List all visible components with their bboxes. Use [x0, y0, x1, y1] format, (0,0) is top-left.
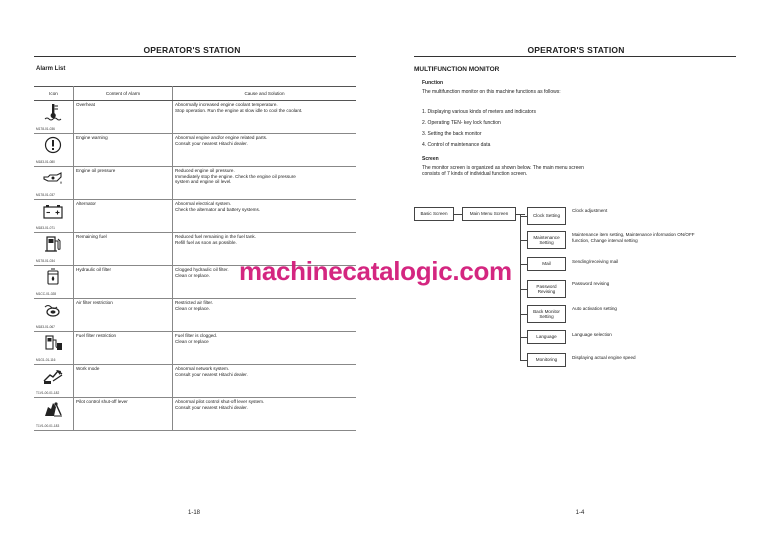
alarm-solution — [173, 365, 357, 398]
section-title: MULTIFUNCTION MONITOR — [414, 66, 500, 73]
alarm-icon-cell — [34, 134, 74, 167]
air-filter-icon — [42, 301, 64, 319]
alarm-solution — [173, 200, 357, 233]
alarm-solution-line: Restricted air filter. — [175, 300, 214, 305]
alarm-icon-cell — [34, 365, 74, 398]
function-item-2: 2. Operating TEN- key lock function — [422, 120, 501, 126]
alarm-icon-box — [36, 135, 71, 165]
alarm-solution-line: Reduced engine oil pressure. — [175, 168, 235, 173]
work-mode-icon — [42, 367, 64, 385]
flow-connector — [520, 216, 527, 217]
flow-connector — [520, 337, 527, 338]
battery-icon — [42, 202, 64, 220]
alarm-icon-box — [36, 102, 71, 132]
alarm-content: Pilot control shut-off lever — [74, 398, 173, 431]
alarm-solution-line: Abnormal electrical system. — [175, 201, 232, 206]
alarm-content: Engine warning — [74, 134, 173, 167]
header-rule — [414, 56, 736, 57]
watermark: machinecatalogic.com — [239, 256, 512, 286]
alarm-solution-line: Consult your nearest Hitachi dealer. — [175, 140, 248, 146]
hydraulic-filter-icon — [42, 268, 64, 286]
flow-item-description: Auto activation setting — [572, 306, 617, 311]
fuel-filter-icon — [42, 334, 64, 352]
alarm-icon-cell — [34, 200, 74, 233]
flow-main-menu: Main Menu Screen — [462, 207, 516, 221]
flow-connector — [454, 214, 462, 215]
alarm-solution-line: Reduced fuel remaining in the fuel tank. — [175, 234, 256, 239]
column-header-content: Content of Alarm — [74, 87, 173, 101]
alarm-solution-line: Stop operation. Run the engine at slow idle to cool the coolant. — [175, 107, 303, 113]
function-intro: The multifunction monitor on this machine functions as follows: — [422, 89, 561, 95]
alarm-icon-box — [36, 333, 71, 363]
flow-connector — [520, 289, 527, 290]
alarm-icon-cell — [34, 233, 74, 266]
flow-item-description: Maintenance item setting, Maintenance information ON/OFF function, Change interval setting — [572, 232, 695, 243]
fuel-pump-icon — [42, 235, 64, 253]
alarm-icon-code: M183-01-071 — [36, 226, 55, 231]
column-header-solution: Cause and Solution — [173, 87, 357, 101]
alarm-icon-code: T1V1-00-01-183 — [36, 424, 60, 429]
function-item-3: 3. Setting the back monitor — [422, 131, 482, 137]
alarm-content: Work mode — [74, 365, 173, 398]
alarm-content: Overheat — [74, 101, 173, 134]
alarm-solution-line: Abnormal pilot control shut-off lever system. — [175, 399, 265, 404]
alarm-solution — [173, 332, 357, 365]
page-header: OPERATOR'S STATION — [527, 45, 625, 55]
function-item-1: 1. Displaying various kinds of meters and indicators — [422, 109, 536, 115]
alarm-icon-box — [36, 300, 71, 330]
alarm-row — [34, 101, 356, 134]
table-header-row — [34, 87, 356, 101]
alarm-icon-box — [36, 234, 71, 264]
flow-basic-screen: Basic Screen — [414, 207, 454, 221]
page-header: OPERATOR'S STATION — [143, 45, 241, 55]
alarm-solution-line: Abnormally increased engine coolant temperature. — [175, 102, 278, 107]
alarm-solution — [173, 134, 357, 167]
alarm-solution — [173, 167, 357, 200]
column-header-icon: Icon — [34, 87, 74, 101]
alarm-content: Air filter restriction — [74, 299, 173, 332]
alarm-row — [34, 134, 356, 167]
flow-item-box: Monitoring — [527, 353, 566, 367]
alarm-solution-line: system and engine oil level. — [175, 179, 232, 185]
alarm-row — [34, 299, 356, 332]
alarm-icon-code: T1V1-00-01-182 — [36, 391, 60, 396]
alarm-solution-line: Clogged hydraulic oil filter. — [175, 267, 229, 272]
alarm-icon-cell — [34, 299, 74, 332]
pilot-lever-icon — [42, 400, 64, 418]
alarm-icon-code: M178-01-036 — [36, 127, 55, 132]
alarm-icon-code: M178-01-034 — [36, 259, 55, 264]
alarm-solution-line: Fuel filter is clogged. — [175, 333, 218, 338]
alarm-content: Hydraulic oil filter — [74, 266, 173, 299]
alarm-solution — [173, 101, 357, 134]
alarm-icon-box — [36, 201, 71, 231]
function-item-4: 4. Control of maintenance data — [422, 142, 491, 148]
function-heading: Function — [422, 80, 444, 86]
alarm-icon-cell — [34, 101, 74, 134]
alarm-icon-cell — [34, 167, 74, 200]
alarm-solution — [173, 398, 357, 431]
alarm-icon-box — [36, 168, 71, 198]
alarm-row — [34, 365, 356, 398]
alarm-solution-line: Clean or replace — [175, 338, 209, 344]
flow-item-box: Back Monitor Setting — [527, 305, 566, 323]
alarm-icon-cell — [34, 398, 74, 431]
flow-item-description: Sending/receiving mail — [572, 259, 619, 264]
engine-warning-icon — [42, 136, 64, 154]
flow-connector — [520, 240, 527, 241]
alarm-row — [34, 167, 356, 200]
alarm-icon-code: M1CC-01-028 — [36, 292, 57, 297]
alarm-icon-cell — [34, 266, 74, 299]
alarm-solution — [173, 299, 357, 332]
alarm-icon-cell — [34, 332, 74, 365]
alarm-solution-line: Abnormal engine and/or engine related parts. — [175, 135, 268, 140]
header-rule — [34, 56, 356, 57]
alarm-solution-line: Immediately stop the engine. Check the engine oil pressure — [175, 173, 296, 179]
alarm-icon-box — [36, 267, 71, 297]
alarm-solution-line: Consult your nearest Hitachi dealer. — [175, 371, 248, 377]
alarm-content: Fuel filter restriction — [74, 332, 173, 365]
page-number: 1-4 — [575, 510, 585, 516]
alarm-row — [34, 332, 356, 365]
flow-item-box: Password Revising — [527, 280, 566, 298]
alarm-solution-line: Clean or replace. — [175, 272, 210, 278]
coolant-temperature-icon — [42, 103, 64, 121]
flow-item-box: Maintenance Setting — [527, 231, 566, 249]
flow-item-description: Displaying actual engine speed — [572, 355, 636, 360]
alarm-icon-code: M178-01-037 — [36, 193, 55, 198]
flow-item-description: Language selection — [572, 332, 612, 337]
screen-intro: The monitor screen is organized as shown below. The main menu screen consists of 7 kinds of individual function screen. — [422, 165, 584, 178]
page-number: 1-18 — [187, 510, 200, 516]
alarm-solution-line: Abnormal network system. — [175, 366, 230, 371]
flow-item-box: Language — [527, 330, 566, 344]
flow-item-description: Password revising — [572, 281, 610, 286]
flow-item-description: Clock adjustment — [572, 208, 608, 213]
alarm-icon-code: M183-01-067 — [36, 325, 55, 330]
oil-pressure-icon — [42, 169, 64, 187]
flow-trunk — [520, 214, 521, 360]
section-title: Alarm List — [36, 66, 66, 72]
alarm-content: Remaining fuel — [74, 233, 173, 266]
alarm-row — [34, 398, 356, 431]
screen-heading: Screen — [422, 156, 439, 162]
flow-connector — [520, 314, 527, 315]
flow-item-box: Clock Setting — [527, 207, 566, 225]
flow-item-box: Mail — [527, 257, 566, 271]
alarm-solution-line: Consult your nearest Hitachi dealer. — [175, 404, 248, 410]
alarm-content: Engine oil pressure — [74, 167, 173, 200]
flow-connector — [520, 264, 527, 265]
alarm-content: Alternator — [74, 200, 173, 233]
alarm-row — [34, 200, 356, 233]
alarm-icon-code: M1G1-01-116 — [36, 358, 56, 363]
alarm-icon-box — [36, 399, 71, 429]
alarm-icon-box — [36, 366, 71, 396]
alarm-icon-code: M183-01-080 — [36, 160, 55, 165]
alarm-solution-line: Clean or replace. — [175, 305, 210, 311]
alarm-solution-line: Refill fuel as soon as possible. — [175, 239, 237, 245]
alarm-solution-line: Check the alternator and battery systems. — [175, 206, 261, 212]
flow-connector — [520, 360, 527, 361]
